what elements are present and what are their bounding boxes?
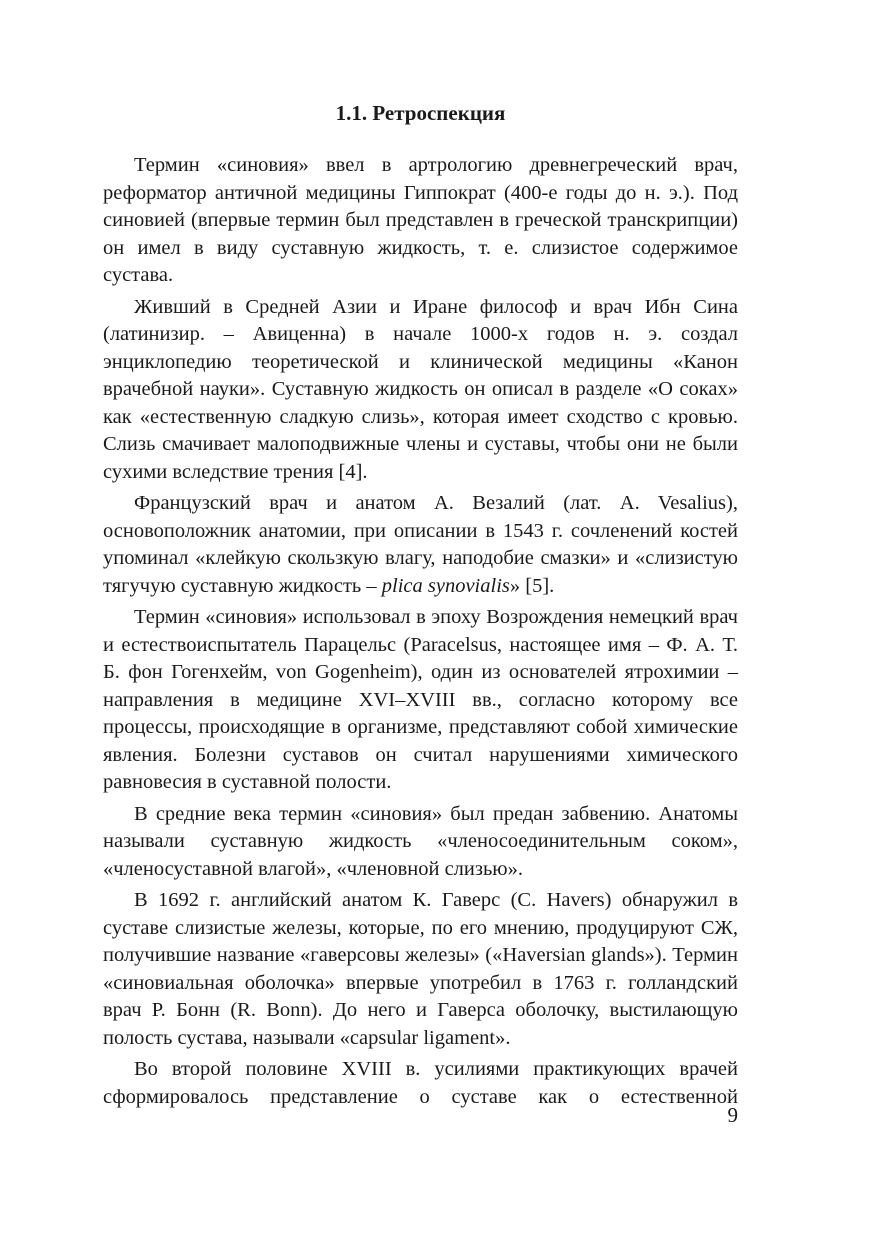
paragraph-havers: В 1692 г. английский анатом К. Гаверс (C. Havers) обнаружил в суставе слизистые железы, которые, по его мнению, продуцируют СЖ, получившие название «гаверсовы железы» («Haversian glands»). Термин «синовиальная оболочка» впервые употребил в 1763 г. голландский врач Р. Бонн (R. Bonn). До него и Гаверса оболочку, выстилающую полость сустава, называли «capsular ligament». [103,889,738,1049]
section-title: 1.1. Ретроспекция [335,101,506,125]
page-body [103,98,738,1115]
plica-synovialis-term: plica synovialis [381,574,510,597]
paragraph-eighteenth-century: Во второй половине XVIII в. усилиями практикующих врачей сформировалось представление о суставе как о естественной [103,1058,738,1108]
paragraph-vesalius-text-start: Французский врач и анатом А. Везалий (лат. A. Vesalius), основоположник анатомии, при описании в 1543 г. сочленений костей упоминал «клейкую скользкую влагу, наподобие смазки» и «слизистую тягучую суставную жидкость – [103,492,738,597]
paragraph-paracelsus: Термин «синовия» использовал в эпоху Возрождения немецкий врач и естествоиспытатель Парацельс (Paracelsus, настоящее имя – Ф. А. Т. Б. фон Гогенхейм, von Gogenheim), один из основателей ятрохимии – направления в медицине XVI–XVIII вв., согласно которому все процессы, происходящие в организме, представляют собой химические явления. Болезни суставов он считал нарушениями химического равновесия в суставной полости. [103,606,738,793]
paragraph-avicenna: Живший в Средней Азии и Иране философ и врач Ибн Сина (латинизир. – Авиценна) в начале 1000-х годов н. э. создал энциклопедию теоретической и клинической медицины «Канон врачебной науки». Суставную жидкость он описал в разделе «О соках» как «естественную сладкую слизь», которая имеет сходство с кровью. Слизь смачивает малоподвижные члены и суставы, чтобы они не были сухими вследствие трения [4]. [103,295,738,483]
paragraph-synovia-hippocrates: Термин «синовия» ввел в артрологию древнегреческий врач, реформатор античной медицины Гиппократ (400-е годы до н. э.). Под синовией (впервые термин был представлен в греческой транскрипции) он имел в виду суставную жидкость, т. е. слизистое содержимое сустава. [103,154,738,286]
paragraph-vesalius-text-end: » [5]. [509,574,555,597]
paragraph-vesalius [103,490,738,600]
paragraph-middle-ages: В средние века термин «синовия» был предан забвению. Анатомы называли суставную жидкость «членосоединительным соком», «членосуставной влагой», «членовной слизью». [103,802,738,880]
page-number: 9 [727,1103,738,1127]
